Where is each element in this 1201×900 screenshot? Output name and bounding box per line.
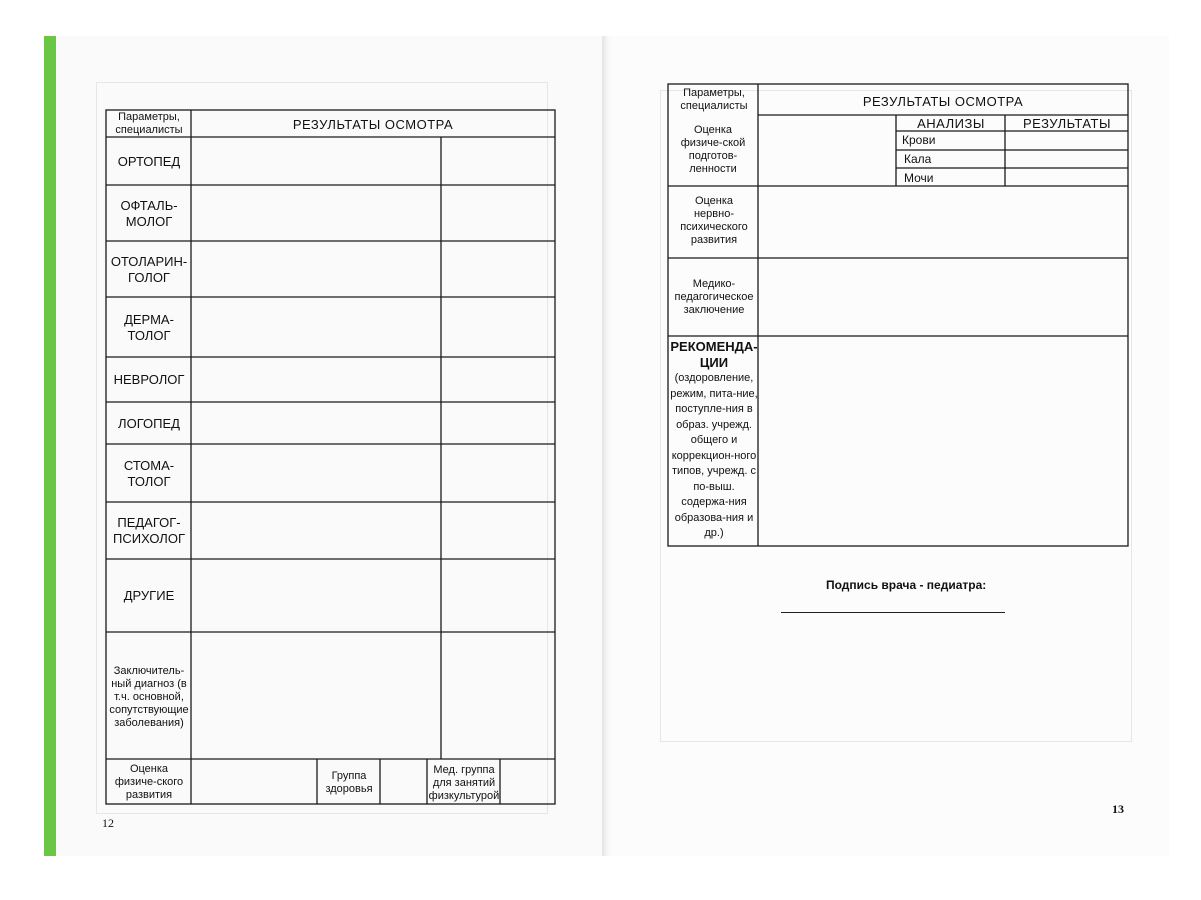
specialist-otolaringolog: ОТОЛАРИН-ГОЛОГ: [110, 253, 188, 285]
neuro-dev-label: Оценка нервно-психического развития: [680, 195, 748, 246]
right-page-number: 13: [1112, 802, 1124, 816]
physical-dev-label: Оценка физиче-ского развития: [114, 762, 184, 801]
signature-label: Подпись врача - педиатра:: [826, 578, 987, 592]
specialist-pedagog-psiholog: ПЕДАГОГ-ПСИХОЛОГ: [113, 515, 185, 546]
analysis-blood: Крови: [902, 133, 936, 147]
specialist-stomatolog: СТОМА-ТОЛОГ: [123, 457, 175, 489]
analysis-stool: Кала: [904, 152, 932, 166]
specialist-logoped: ЛОГОПЕД: [118, 415, 180, 431]
recommendations-label: [670, 339, 758, 542]
med-ped-label: Медико-педагогическое заключение: [674, 277, 754, 316]
specialist-drugie: ДРУГИЕ: [123, 588, 175, 603]
specialist-dermatolog: ДЕРМА-ТОЛОГ: [124, 311, 174, 343]
specialist-ortoped: ОРТОПЕД: [117, 153, 181, 169]
phys-prep-label: Оценка физиче-ской подготов-ленности: [680, 124, 746, 175]
specialist-nevrolog: НЕВРОЛОГ: [113, 372, 185, 387]
right-header-param: Параметры, специалисты: [680, 87, 748, 112]
left-header-results: РЕЗУЛЬТАТЫ ОСМОТРА: [292, 117, 454, 132]
signature-line[interactable]: [781, 612, 1005, 613]
specialist-oftalmolog: ОФТАЛЬ-МОЛОГ: [120, 197, 178, 229]
analyses-header: АНАЛИЗЫ: [917, 116, 985, 131]
final-diagnosis-label: Заключитель-ный диагноз (в т.ч. основной, сопутствующие заболевания): [109, 664, 189, 729]
med-group-label: Мед. группа для занятий физкультурой: [428, 763, 500, 802]
rec-body: (оздоровление, режим, пита-ние, поступле-ния в образ. учрежд. общего и коррекцион-ного типов, учрежд. с по-выш. содержа-ния образова-ния и др.): [670, 372, 758, 539]
left-header-param: Параметры, специалисты: [115, 111, 183, 136]
page-gutter: [602, 36, 612, 856]
rec-title: РЕКОМЕНДА-ЦИИ: [670, 339, 758, 370]
right-header-results: РЕЗУЛЬТАТЫ ОСМОТРА: [862, 93, 1024, 109]
analysis-urine: Мочи: [904, 171, 934, 185]
results-header: РЕЗУЛЬТАТЫ: [1023, 116, 1111, 131]
left-page-number: 12: [102, 816, 114, 830]
health-group-label: Группа здоровья: [325, 770, 373, 795]
green-edge: [44, 36, 56, 856]
